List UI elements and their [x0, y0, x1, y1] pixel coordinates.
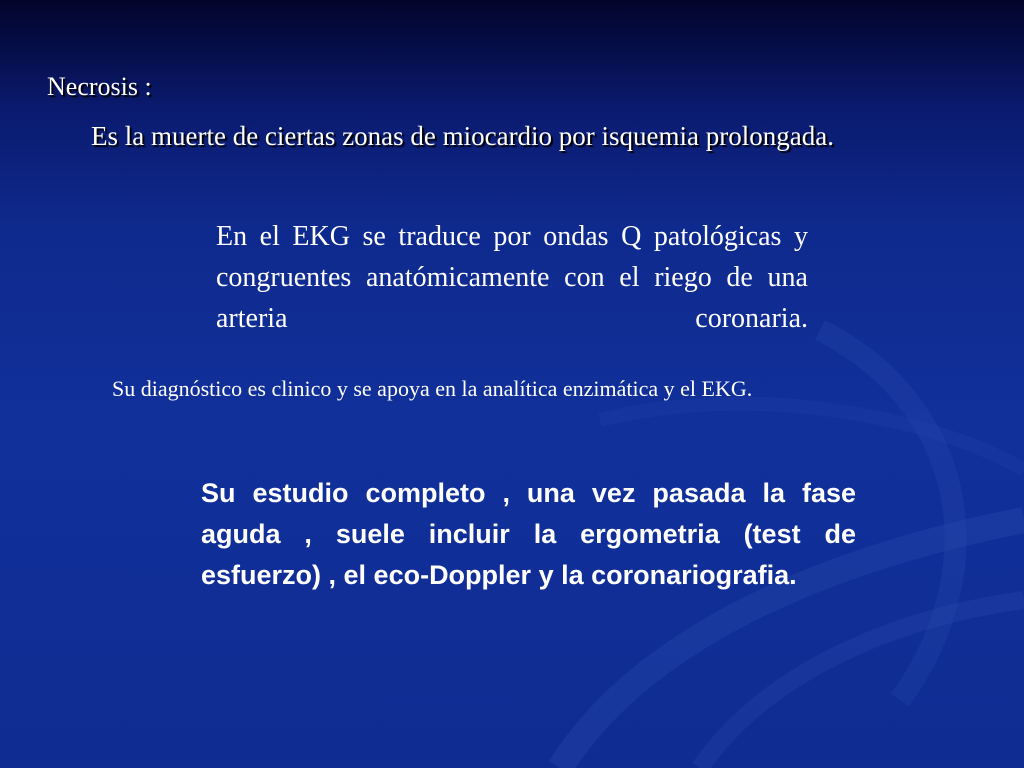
study-paragraph: Su estudio completo , una vez pasada la fase aguda , suele incluir la ergometria (test de esfuerzo) , el eco-Doppler y la coronariografia.: [201, 478, 856, 590]
diagnosis-paragraph: Su diagnóstico es clinico y se apoya en la analítica enzimática y el EKG.: [112, 376, 753, 401]
necrosis-definition: Es la muerte de ciertas zonas de miocardio por isquemia prolongada.: [91, 121, 834, 151]
ekg-paragraph: En el EKG se traduce por ondas Q patológicas y congruentes anatómicamente con el riego de una arteria coronaria.: [216, 221, 808, 334]
slide-heading: Necrosis :: [47, 72, 152, 101]
